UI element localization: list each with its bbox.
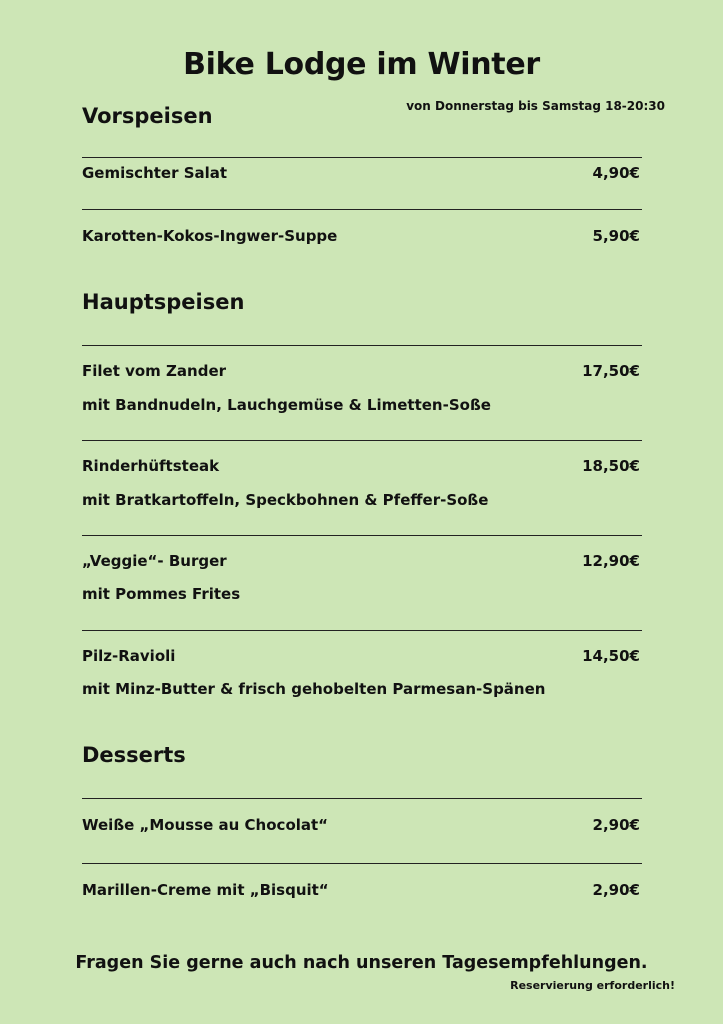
- item-price: 4,90€: [592, 164, 640, 182]
- divider: [82, 630, 642, 631]
- item-name: Pilz-Ravioli: [82, 647, 176, 665]
- item-name: Rinderhüftsteak: [82, 457, 220, 475]
- divider: [82, 157, 642, 158]
- item-price: 17,50€: [582, 362, 640, 380]
- item-price: 12,90€: [582, 552, 640, 570]
- item-description: mit Bratkartoffeln, Speckbohnen & Pfeffer-Soße: [82, 491, 489, 509]
- menu-title: Bike Lodge im Winter: [183, 47, 540, 82]
- divider: [82, 209, 642, 210]
- reservation-note: Reservierung erforderlich!: [510, 979, 675, 992]
- section-heading-vorspeisen: Vorspeisen: [82, 104, 213, 128]
- item-price: 2,90€: [592, 881, 640, 899]
- footer-text: Fragen Sie gerne auch nach unseren Tagesempfehlungen.: [75, 953, 648, 973]
- item-description: mit Minz-Butter & frisch gehobelten Parmesan-Spänen: [82, 680, 546, 698]
- divider: [82, 798, 642, 799]
- item-price: 18,50€: [582, 457, 640, 475]
- item-name: „Veggie“- Burger: [82, 552, 227, 570]
- menu-item: [82, 552, 642, 574]
- divider: [82, 535, 642, 536]
- divider: [82, 863, 642, 864]
- opening-hours: von Donnerstag bis Samstag 18-20:30: [406, 99, 665, 113]
- menu-item: [82, 881, 642, 903]
- menu-item: [82, 164, 642, 186]
- item-description: mit Pommes Frites: [82, 585, 241, 603]
- item-description: mit Bandnudeln, Lauchgemüse & Limetten-Soße: [82, 396, 491, 414]
- item-price: 5,90€: [592, 227, 640, 245]
- menu-item: [82, 647, 642, 669]
- section-heading-hauptspeisen: Hauptspeisen: [82, 290, 245, 314]
- item-name: Karotten-Kokos-Ingwer-Suppe: [82, 227, 338, 245]
- menu-item: [82, 362, 642, 384]
- section-heading-desserts: Desserts: [82, 743, 186, 767]
- item-price: 14,50€: [582, 647, 640, 665]
- item-price: 2,90€: [592, 816, 640, 834]
- divider: [82, 440, 642, 441]
- menu-item: [82, 457, 642, 479]
- item-name: Filet vom Zander: [82, 362, 227, 380]
- item-name: Weiße „Mousse au Chocolat“: [82, 816, 329, 834]
- menu-item: [82, 816, 642, 838]
- divider: [82, 345, 642, 346]
- item-name: Marillen-Creme mit „Bisquit“: [82, 881, 329, 899]
- item-name: Gemischter Salat: [82, 164, 228, 182]
- menu-item: [82, 227, 642, 249]
